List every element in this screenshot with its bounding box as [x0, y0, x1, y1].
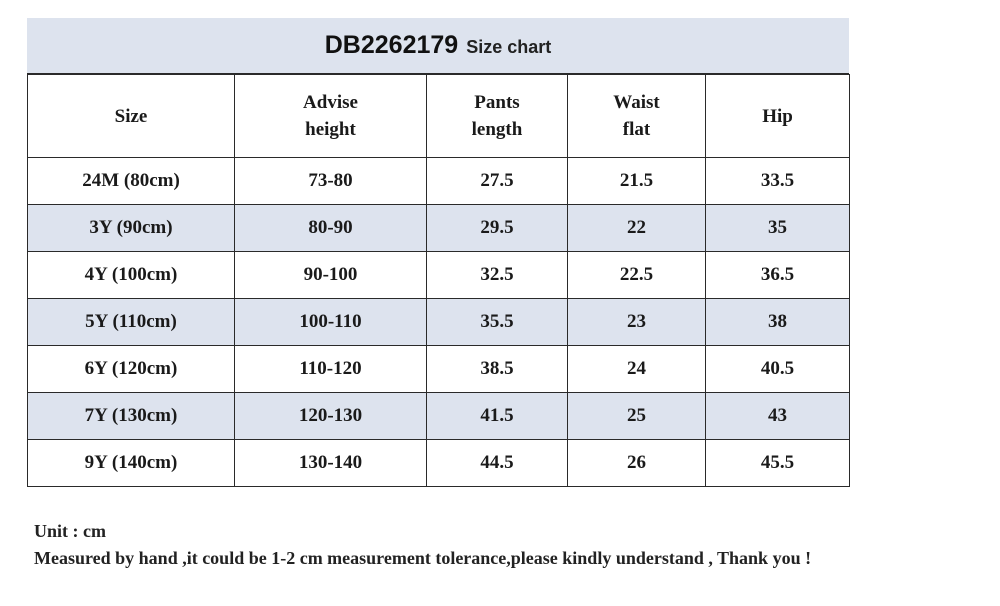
table-row — [28, 299, 850, 346]
cell-size: 7Y (130cm) — [28, 393, 235, 440]
cell-size: 24M (80cm) — [28, 158, 235, 205]
cell-waist-flat: 22 — [568, 205, 706, 252]
table-row — [28, 205, 850, 252]
cell-advise-height: 90-100 — [235, 252, 427, 299]
cell-pants-length: 35.5 — [427, 299, 568, 346]
chart-title-bar — [27, 18, 849, 74]
cell-size: 4Y (100cm) — [28, 252, 235, 299]
cell-pants-length: 41.5 — [427, 393, 568, 440]
table-row — [28, 158, 850, 205]
cell-hip: 45.5 — [706, 440, 850, 487]
cell-pants-length: 44.5 — [427, 440, 568, 487]
header-hip: Hip — [706, 75, 850, 158]
header-waist-flat: Waist flat — [568, 75, 706, 158]
tolerance-note: Measured by hand ,it could be 1-2 cm measurement tolerance,please kindly understand , Thank you ! — [34, 548, 812, 568]
cell-advise-height: 80-90 — [235, 205, 427, 252]
cell-waist-flat: 26 — [568, 440, 706, 487]
cell-advise-height: 110-120 — [235, 346, 427, 393]
cell-pants-length: 32.5 — [427, 252, 568, 299]
notes — [34, 518, 811, 572]
header-pants-length: Pants length — [427, 75, 568, 158]
cell-hip: 43 — [706, 393, 850, 440]
cell-size: 5Y (110cm) — [28, 299, 235, 346]
cell-size: 3Y (90cm) — [28, 205, 235, 252]
table-row — [28, 440, 850, 487]
cell-waist-flat: 23 — [568, 299, 706, 346]
chart-subtitle: Size chart — [466, 37, 552, 57]
cell-size: 9Y (140cm) — [28, 440, 235, 487]
cell-waist-flat: 21.5 — [568, 158, 706, 205]
cell-waist-flat: 22.5 — [568, 252, 706, 299]
header-advise-height: Advise height — [235, 75, 427, 158]
cell-pants-length: 27.5 — [427, 158, 568, 205]
unit-note: Unit : cm — [34, 521, 106, 541]
cell-hip: 35 — [706, 205, 850, 252]
size-table — [27, 74, 850, 487]
table-row — [28, 252, 850, 299]
header-size: Size — [28, 75, 235, 158]
table-row — [28, 346, 850, 393]
size-chart — [27, 18, 849, 487]
cell-hip: 33.5 — [706, 158, 850, 205]
cell-hip: 36.5 — [706, 252, 850, 299]
cell-advise-height: 73-80 — [235, 158, 427, 205]
cell-hip: 38 — [706, 299, 850, 346]
cell-advise-height: 100-110 — [235, 299, 427, 346]
cell-pants-length: 38.5 — [427, 346, 568, 393]
cell-advise-height: 130-140 — [235, 440, 427, 487]
cell-pants-length: 29.5 — [427, 205, 568, 252]
header-row — [28, 75, 850, 158]
cell-advise-height: 120-130 — [235, 393, 427, 440]
product-code: DB2262179 — [324, 31, 459, 59]
cell-waist-flat: 24 — [568, 346, 706, 393]
cell-waist-flat: 25 — [568, 393, 706, 440]
table-row — [28, 393, 850, 440]
cell-size: 6Y (120cm) — [28, 346, 235, 393]
cell-hip: 40.5 — [706, 346, 850, 393]
